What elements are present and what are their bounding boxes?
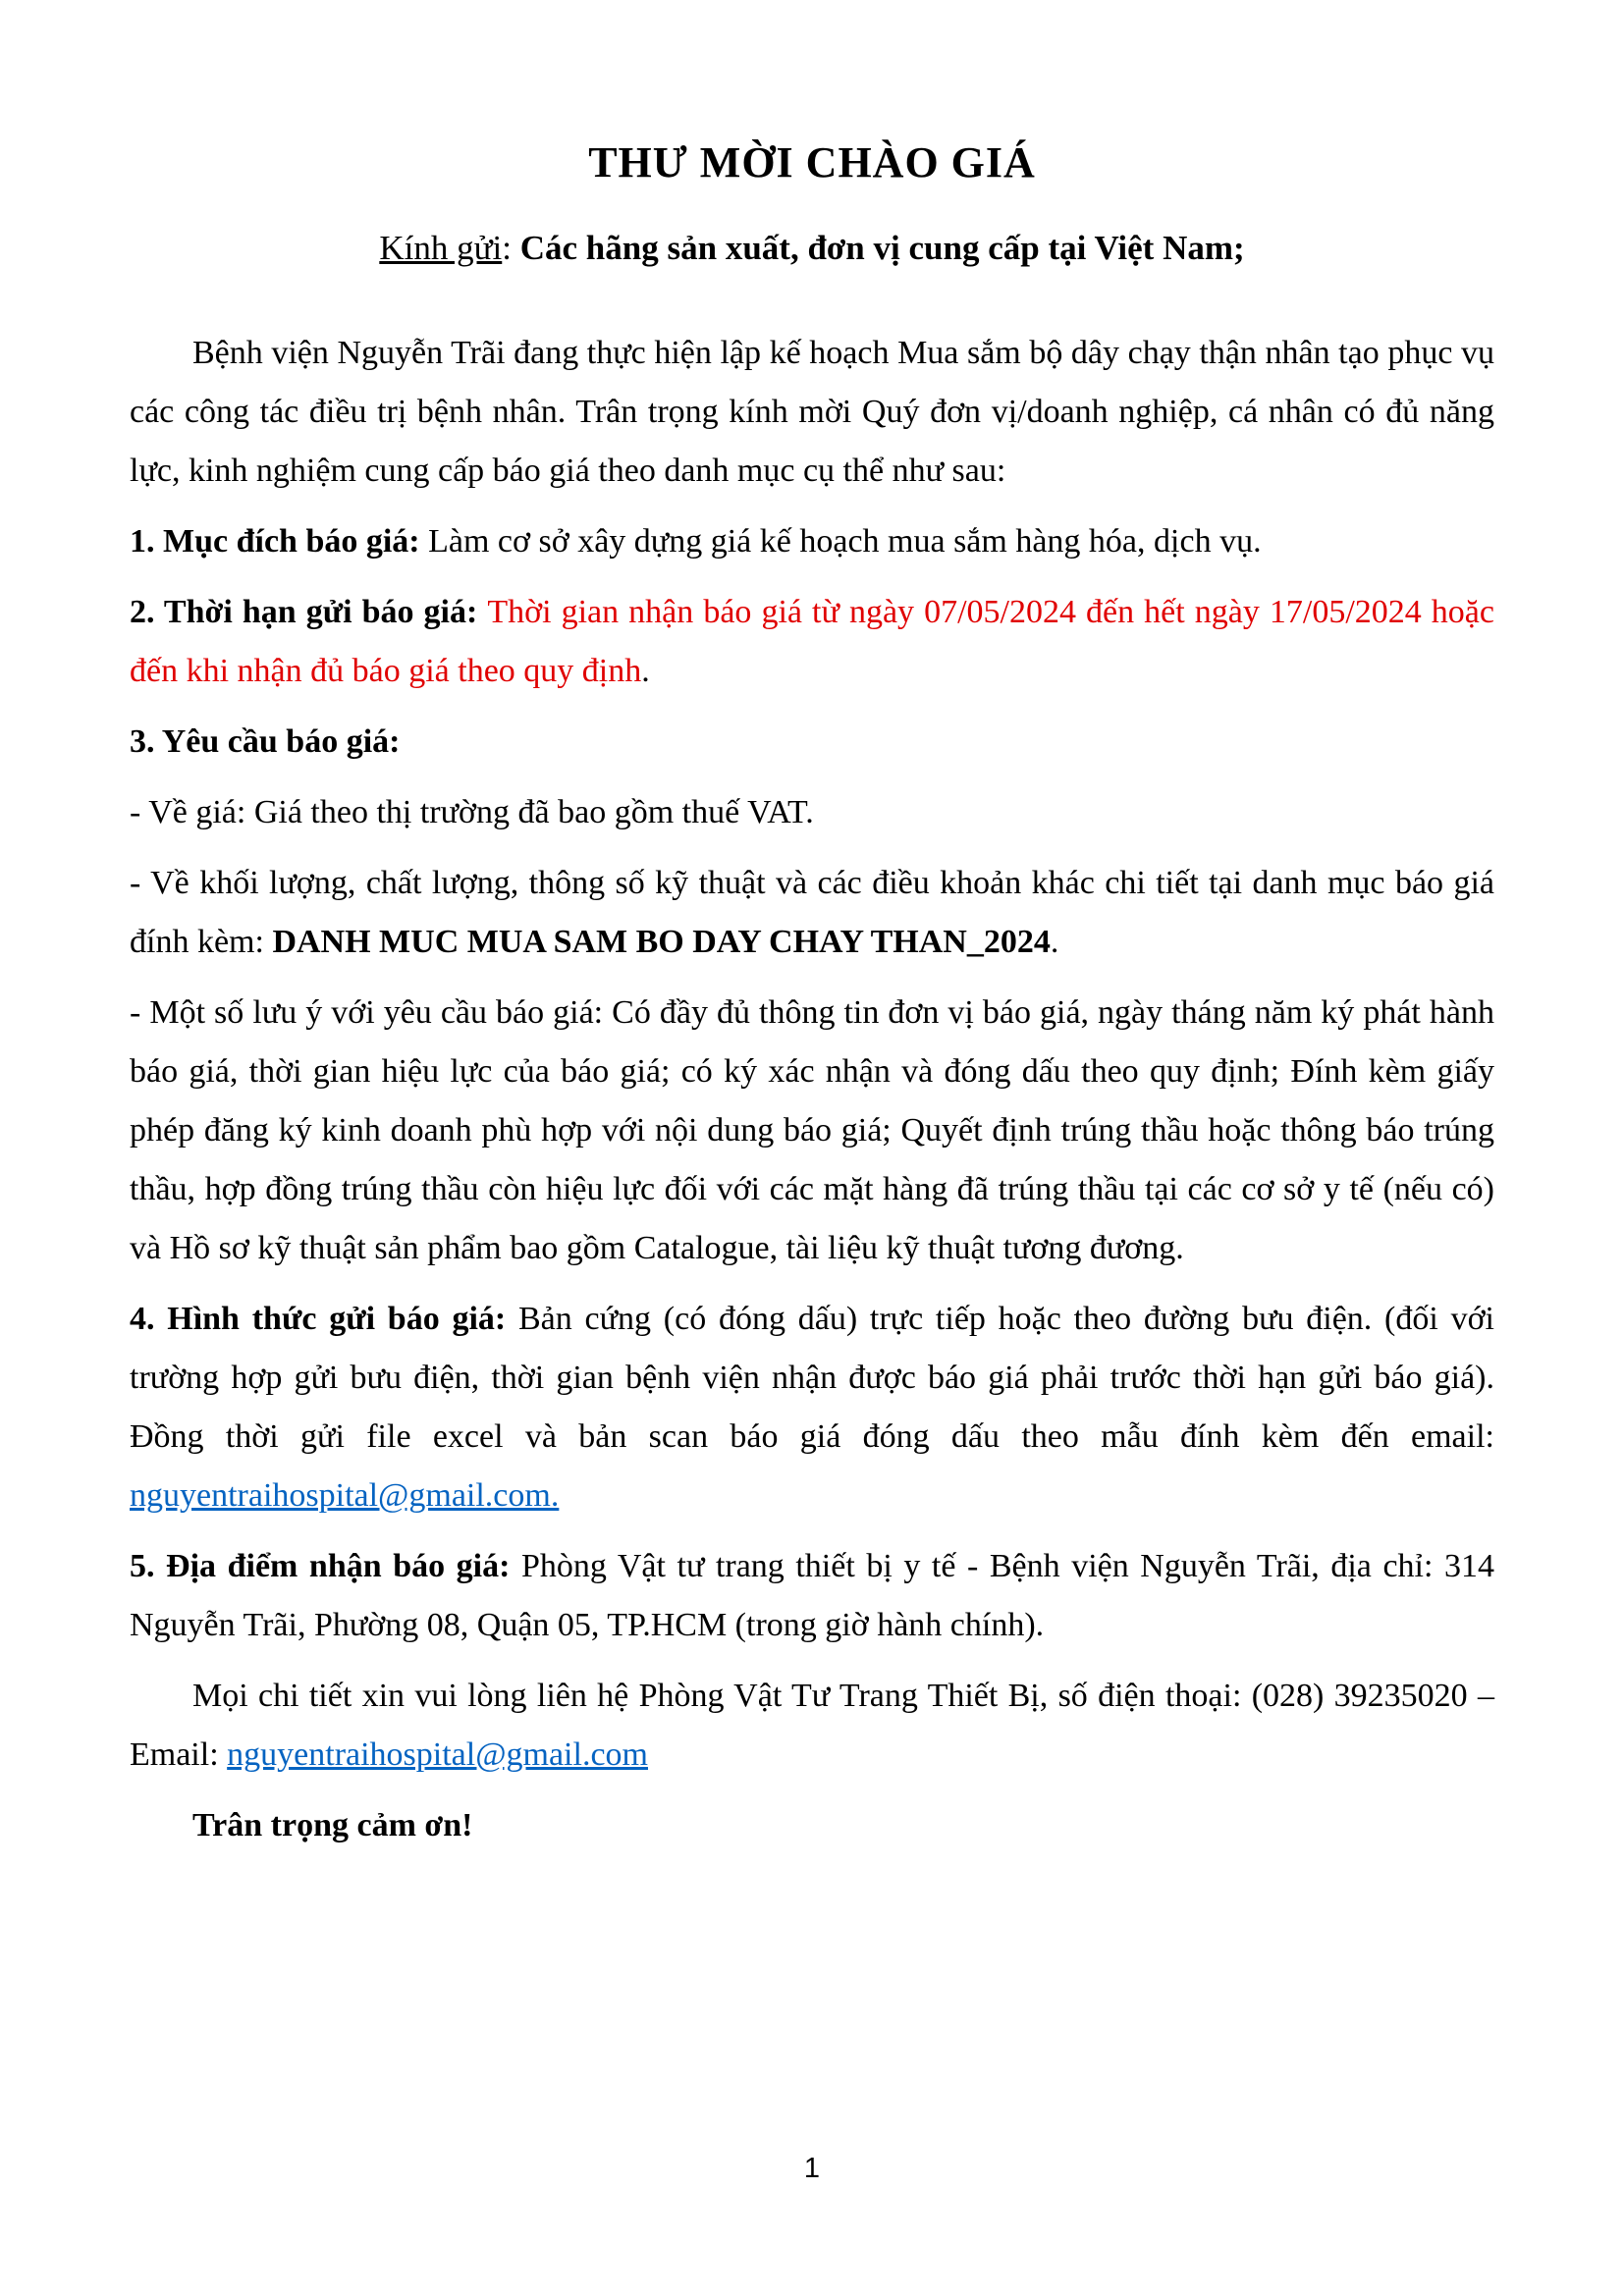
- section-5-location: [130, 1537, 1494, 1655]
- section-5-text: Phòng Vật tư trang thiết bị y tế - Bệnh viện Nguyễn Trãi, địa chỉ: 314 Nguyễn Trãi, Phường 08, Quận 05, TP.HCM (trong giờ hành chính).: [130, 1548, 1494, 1643]
- section-1-purpose: [130, 512, 1494, 571]
- section-4-delivery-method: [130, 1290, 1494, 1525]
- salutation-label: Kính gửi: [379, 229, 503, 267]
- section-3-price-note: - Về giá: Giá theo thị trường đã bao gồm thuế VAT.: [130, 794, 814, 830]
- section-2-period: .: [641, 653, 650, 689]
- section-2-deadline-text: Thời gian nhận báo giá từ ngày 07/05/2024 đến hết ngày 17/05/2024 hoặc đến khi nhận đủ báo giá theo quy định: [130, 594, 1494, 689]
- section-3-specs-period: .: [1050, 924, 1059, 960]
- section-3-specs-attachment: DANH MUC MUA SAM BO DAY CHAY THAN_2024: [272, 924, 1051, 960]
- section-1-label: 1. Mục đích báo giá:: [130, 523, 429, 560]
- page-title: THƯ MỜI CHÀO GIÁ: [588, 138, 1036, 187]
- page-number: 1: [803, 2153, 821, 2184]
- section-3-label: 3. Yêu cầu báo giá:: [130, 723, 401, 760]
- closing-line: Trân trọng cảm ơn!: [192, 1807, 473, 1843]
- contact-email-link[interactable]: nguyentraihospital@gmail.com: [227, 1736, 648, 1773]
- section-4-label: 4. Hình thức gửi báo giá:: [130, 1301, 518, 1337]
- salutation-recipient: Các hãng sản xuất, đơn vị cung cấp tại Việt Nam;: [519, 229, 1245, 267]
- intro-paragraph: Bệnh viện Nguyễn Trãi đang thực hiện lập kế hoạch Mua sắm bộ dây chạy thận nhân tạo phục vụ các công tác điều trị bệnh nhân. Trân trọng kính mời Quý đơn vị/doanh nghiệp, cá nhân có đủ năng lực, kinh nghiệm cung cấp báo giá theo danh mục cụ thể như sau:: [130, 335, 1494, 489]
- section-3-notes: - Một số lưu ý với yêu cầu báo giá: Có đầy đủ thông tin đơn vị báo giá, ngày tháng năm ký phát hành báo giá, thời gian hiệu lực của báo giá; có ký xác nhận và đóng dấu theo quy định; Đính kèm giấy phép đăng ký kinh doanh phù hợp với nội dung báo giá; Quyết định trúng thầu hoặc thông báo trúng thầu, hợp đồng trúng thầu còn hiệu lực đối với các mặt hàng đã trúng thầu tại các cơ sở y tế (nếu có) và Hồ sơ kỹ thuật sản phẩm bao gồm Catalogue, tài liệu kỹ thuật tương đương.: [130, 994, 1494, 1266]
- salutation-line: [130, 226, 1494, 271]
- contact-paragraph: [130, 1667, 1494, 1785]
- section-3-specs-note: [130, 854, 1494, 972]
- section-1-text: Làm cơ sở xây dựng giá kế hoạch mua sắm hàng hóa, dịch vụ.: [428, 523, 1262, 560]
- section-4-text: Bản cứng (có đóng dấu) trực tiếp hoặc theo đường bưu điện. (đối với trường hợp gửi bưu điện, thời gian bệnh viện nhận được báo giá phải trước thời hạn gửi báo giá). Đồng thời gửi file excel và bản scan báo giá đóng dấu theo mẫu đính kèm đến email:: [130, 1301, 1494, 1455]
- section-2-deadline: [130, 583, 1494, 701]
- section-3-specs-prefix: - Về khối lượng, chất lượng, thông số kỹ thuật và các điều khoản khác chi tiết tại danh mục báo giá đính kèm:: [130, 865, 1494, 960]
- salutation-separator: :: [502, 229, 520, 267]
- contact-text: Mọi chi tiết xin vui lòng liên hệ Phòng Vật Tư Trang Thiết Bị, số điện thoại: (028) 39235020 – Email:: [130, 1678, 1494, 1773]
- hospital-email-link[interactable]: nguyentraihospital@gmail.com.: [130, 1477, 560, 1514]
- section-5-label: 5. Địa điểm nhận báo giá:: [130, 1548, 522, 1584]
- section-2-label: 2. Thời hạn gửi báo giá:: [130, 594, 488, 630]
- section-3-requirements-heading: [130, 713, 1494, 772]
